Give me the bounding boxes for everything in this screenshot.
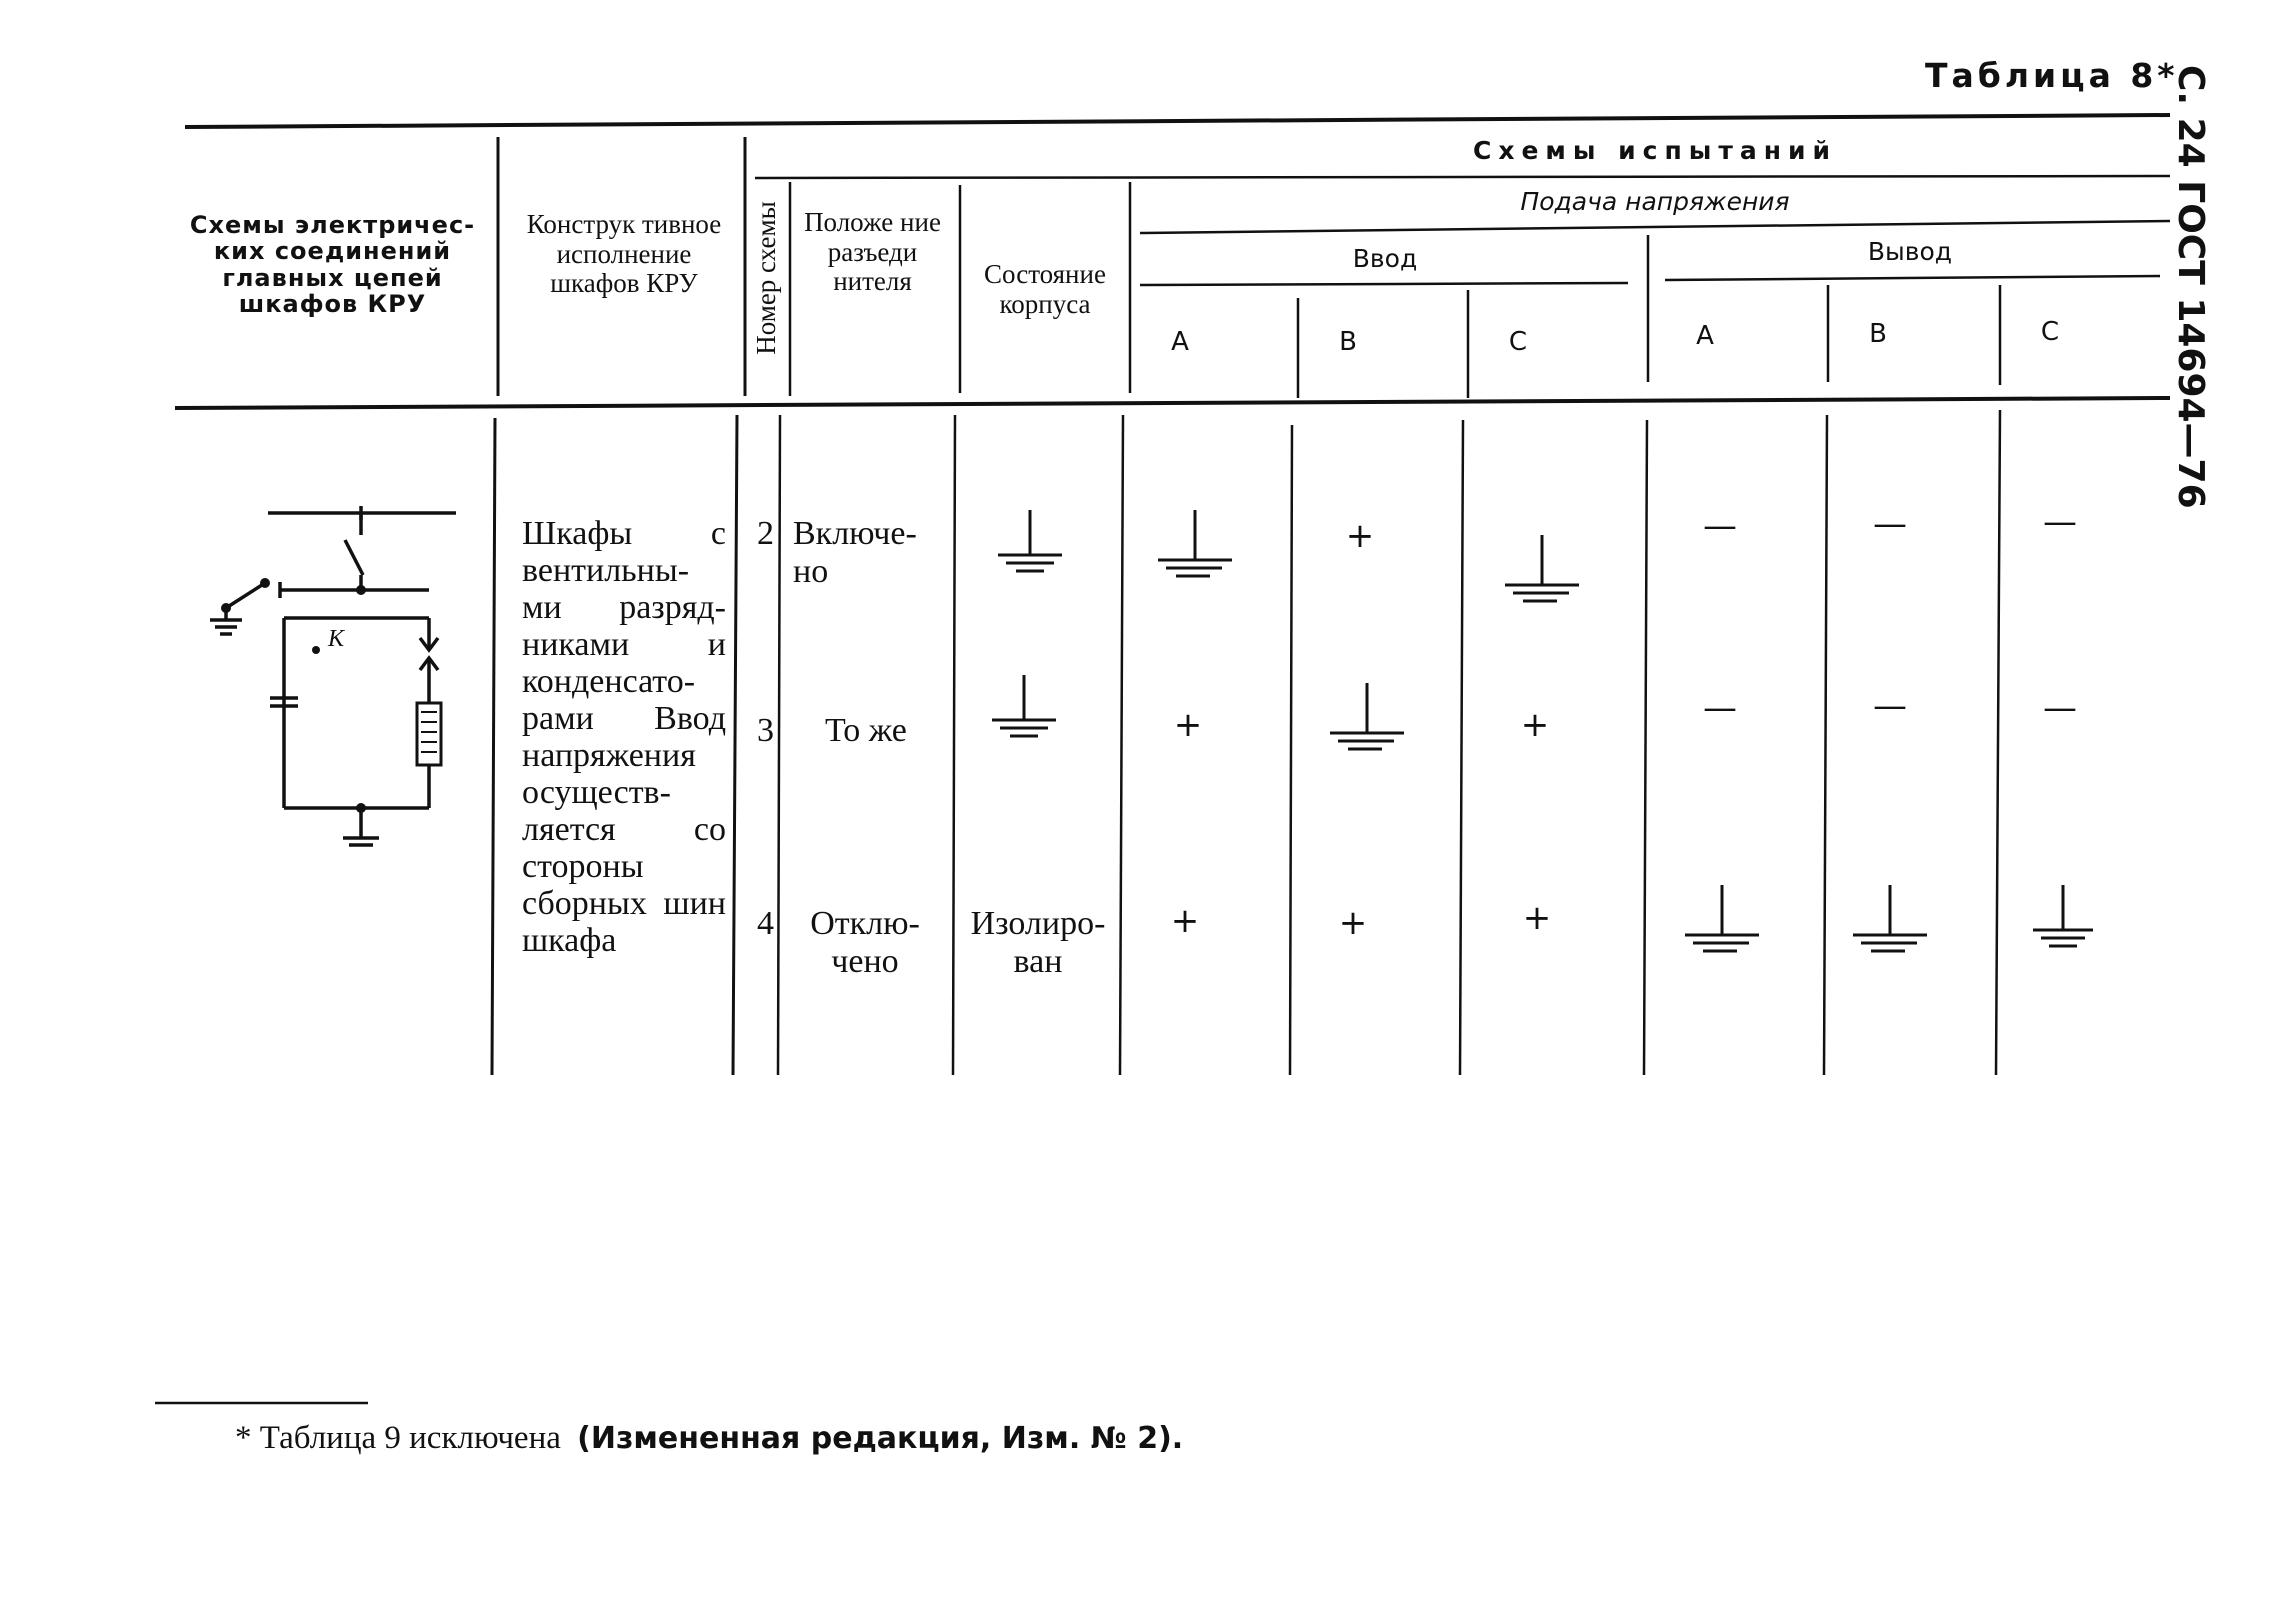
phase-output-b: B <box>1869 319 1887 349</box>
circuit-diagram <box>180 490 480 850</box>
ground-icon <box>990 510 1070 580</box>
footnote <box>235 1420 1183 1456</box>
ground-icon <box>2023 885 2103 955</box>
row-2-output-c: — <box>2043 502 2077 542</box>
row-4-input-c: + <box>1522 898 1552 938</box>
diagram-label-k: K <box>328 626 345 652</box>
ground-icon <box>1497 535 1587 605</box>
header-voltage-supply: Подача напряжения <box>1520 187 1790 216</box>
row-2-number: 2 <box>757 515 774 552</box>
header-scheme-column: Схемы электричес-ких соединений главных цепей шкафов КРУ <box>189 211 476 319</box>
ground-icon <box>1150 510 1240 580</box>
phase-output-a: A <box>1696 321 1714 351</box>
footnote-text: * Таблица 9 исключена <box>235 1420 561 1456</box>
ground-icon <box>1322 683 1412 753</box>
design-description: Шкафы с вентильны-ми разряд-никами и конденсато-рами Ввод напряжения осуществ-ляется со стороны сборных шин шкафа <box>522 515 726 959</box>
row-4-input-b: + <box>1338 903 1368 943</box>
row-3-output-c: — <box>2043 688 2077 728</box>
row-3-input-c: + <box>1520 705 1550 745</box>
row-2-output-b: — <box>1873 504 1907 544</box>
row-3-disconnector: То же <box>825 712 907 749</box>
row-2-disconnector: Включе-но <box>793 515 917 590</box>
row-4-disconnector: Отклю-чено <box>810 905 920 980</box>
header-input: Ввод <box>1352 244 1418 273</box>
header-design-column: Конструк тивное исполнение шкафов КРУ <box>526 209 722 299</box>
row-4-input-a: + <box>1170 901 1200 941</box>
header-disconnector-position: Положе ние разъеди нителя <box>804 207 941 297</box>
header-scheme-number: Номер схемы <box>751 201 781 355</box>
row-3-input-a: + <box>1173 705 1203 745</box>
footnote-bold: (Измененная редакция, Изм. № 2). <box>577 1421 1184 1456</box>
phase-input-b: B <box>1339 327 1357 357</box>
row-2-output-a: — <box>1703 506 1737 546</box>
row-3-output-b: — <box>1873 686 1907 726</box>
ground-icon <box>1845 885 1935 955</box>
row-4-number: 4 <box>757 905 774 942</box>
header-case-state: Состояние корпуса <box>984 259 1106 319</box>
row-4-case-state: Изолиро-ван <box>970 905 1106 980</box>
ground-icon <box>1677 885 1767 955</box>
row-3-output-a: — <box>1703 688 1737 728</box>
row-3-number: 3 <box>757 712 774 749</box>
header-test-schemes: Схемы испытаний <box>1472 136 1838 165</box>
table-title: Таблица 8* <box>1925 56 2179 95</box>
phase-input-c: C <box>1508 327 1528 357</box>
header-output: Вывод <box>1867 237 1953 266</box>
row-2-input-b: + <box>1345 516 1375 556</box>
ground-icon <box>984 675 1064 745</box>
running-header: С. 24 ГОСТ 14694—76 <box>2170 65 2211 509</box>
phase-output-c: C <box>2040 317 2060 347</box>
phase-input-a: A <box>1171 327 1189 357</box>
